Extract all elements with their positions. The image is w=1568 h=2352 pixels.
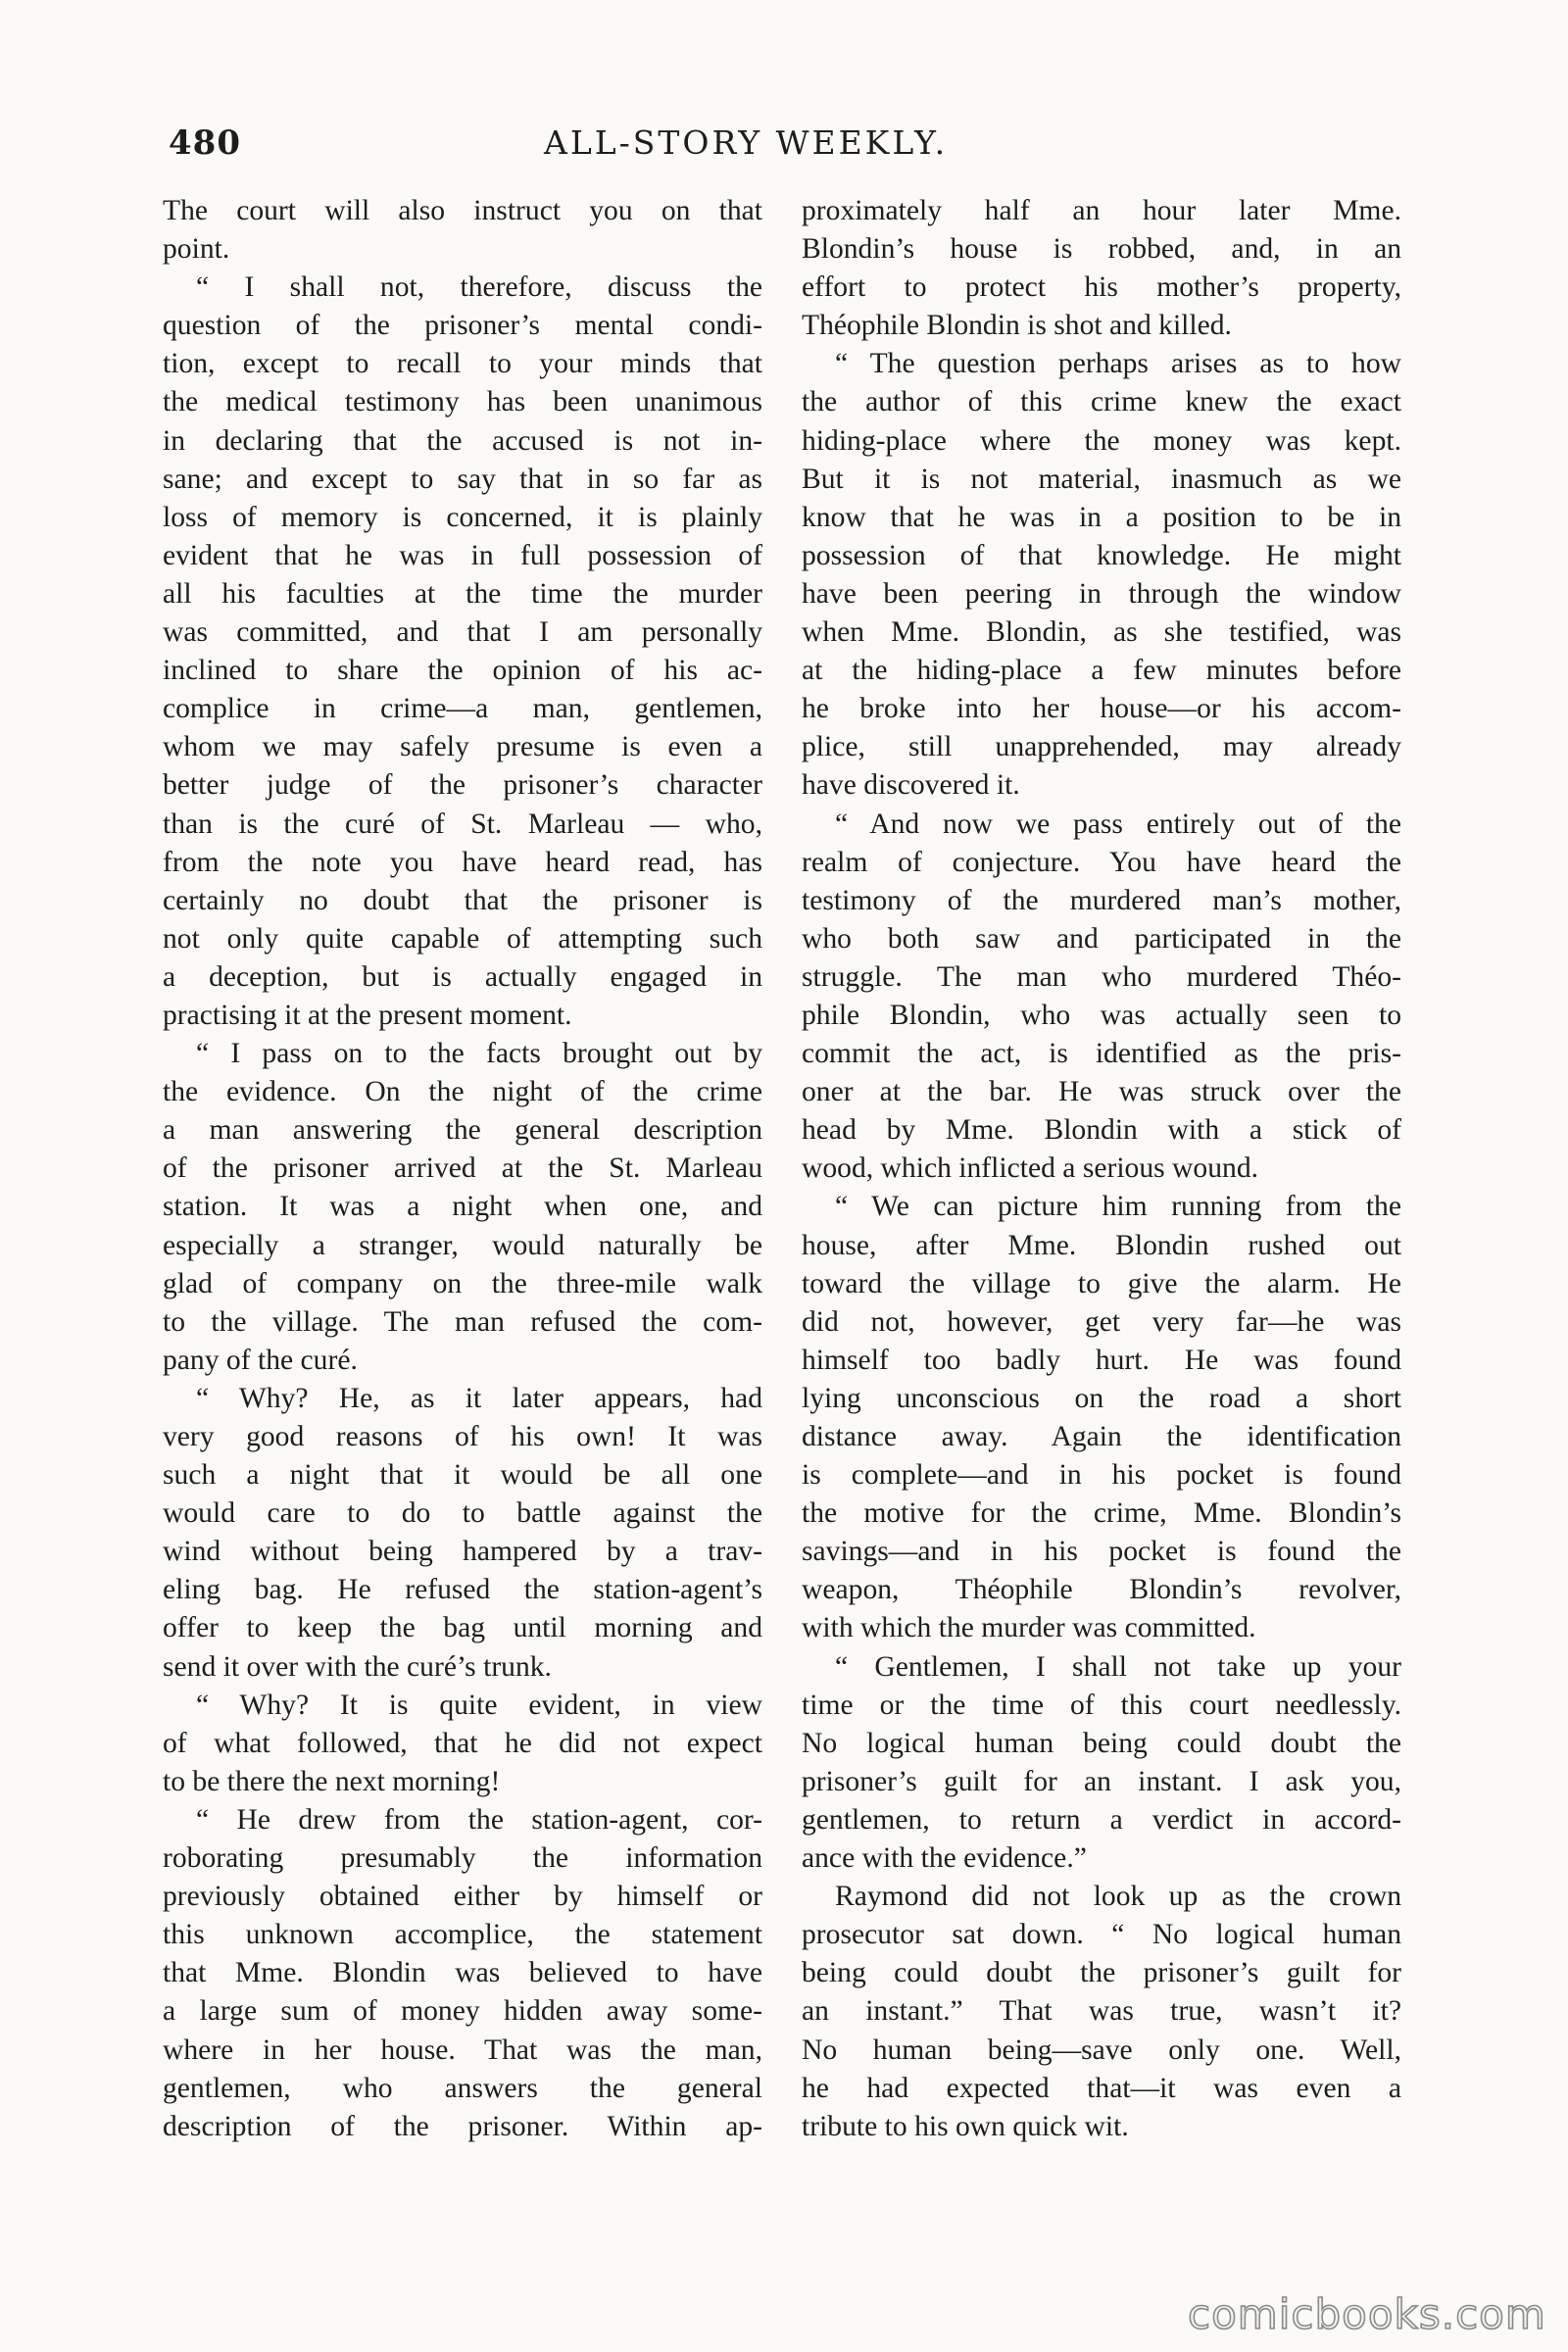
text-line: toward the village to give the alarm. He bbox=[802, 1267, 1401, 1299]
text-line: he broke into her house—or his accom- bbox=[802, 693, 1401, 725]
text-line: oner at the bar. He was struck over the bbox=[802, 1076, 1401, 1108]
text-line: the author of this crime knew the exact bbox=[802, 386, 1401, 418]
text-line: complice in crime—a man, gentlemen, bbox=[163, 693, 762, 725]
text-line: an instant.” That was true, wasn’t it? bbox=[802, 1995, 1401, 2028]
text-line: from the note you have heard read, has bbox=[163, 846, 762, 878]
text-line: that Mme. Blondin was believed to have bbox=[163, 1957, 762, 1989]
text-line: where in her house. That was the man, bbox=[163, 2034, 762, 2066]
text-line: to be there the next morning! bbox=[163, 1765, 501, 1797]
text-line: did not, however, get very far—he was bbox=[802, 1305, 1401, 1338]
text-line: who both saw and participated in the bbox=[802, 922, 1401, 955]
text-line: hiding-place where the money was kept. bbox=[802, 424, 1401, 457]
text-line: wood, which inflicted a serious wound. bbox=[802, 1152, 1259, 1185]
text-line: glad of company on the three-mile walk bbox=[163, 1267, 762, 1299]
text-line: was committed, and that I am personally bbox=[163, 616, 762, 649]
text-line: question of the prisoner’s mental condi- bbox=[163, 310, 762, 342]
text-line: house, after Mme. Blondin rushed out bbox=[802, 1229, 1401, 1261]
text-line: station. It was a night when one, and bbox=[163, 1191, 762, 1223]
text-line: Blondin’s house is robbed, and, in an bbox=[802, 233, 1401, 266]
text-line: certainly no doubt that the prisoner is bbox=[163, 884, 762, 916]
text-line: lying unconscious on the road a short bbox=[802, 1382, 1401, 1414]
text-line: such a night that it would be all one bbox=[163, 1459, 762, 1492]
text-line: roborating presumably the information bbox=[163, 1842, 762, 1875]
text-line: the motive for the crime, Mme. Blondin’s bbox=[802, 1497, 1401, 1530]
text-line: gentlemen, to return a verdict in accord- bbox=[802, 1803, 1401, 1836]
text-line: a man answering the general description bbox=[163, 1114, 762, 1147]
text-line: at the hiding-place a few minutes before bbox=[802, 655, 1401, 687]
running-head: ALL-STORY WEEKLY. bbox=[544, 123, 949, 162]
left-column bbox=[163, 192, 762, 2146]
text-line: point. bbox=[163, 233, 230, 266]
text-line: phile Blondin, who was actually seen to bbox=[802, 999, 1401, 1031]
text-line: he had expected that—it was even a bbox=[802, 2072, 1401, 2104]
text-line: “ And now we pass entirely out of the bbox=[835, 808, 1401, 840]
text-line: tribute to his own quick wit. bbox=[802, 2110, 1129, 2142]
text-line: sane; and except to say that in so far as bbox=[163, 463, 762, 495]
text-line: is complete—and in his pocket is found bbox=[802, 1459, 1401, 1492]
text-line: when Mme. Blondin, as she testified, was bbox=[802, 616, 1401, 649]
text-line: description of the prisoner. Within ap- bbox=[163, 2110, 762, 2142]
text-line: have discovered it. bbox=[802, 769, 1020, 802]
text-line: “ Gentlemen, I shall not take up your bbox=[835, 1650, 1401, 1683]
text-line: prosecutor sat down. “ No logical human bbox=[802, 1919, 1401, 1951]
text-line: Théophile Blondin is shot and killed. bbox=[802, 310, 1232, 342]
watermark: comicbooks.com bbox=[1188, 2290, 1546, 2338]
text-line: than is the curé of St. Marleau — who, bbox=[163, 808, 762, 840]
text-line: of what followed, that he did not expect bbox=[163, 1727, 762, 1759]
text-line: No logical human being could doubt the bbox=[802, 1727, 1401, 1759]
text-line: loss of memory is concerned, it is plainly bbox=[163, 501, 762, 533]
text-line: whom we may safely presume is even a bbox=[163, 731, 762, 763]
text-line: offer to keep the bag until morning and bbox=[163, 1612, 762, 1644]
text-line: very good reasons of his own! It was bbox=[163, 1421, 762, 1452]
text-line: “ I pass on to the facts brought out by bbox=[196, 1038, 762, 1070]
text-line: “ He drew from the station-agent, cor- bbox=[196, 1803, 762, 1836]
text-line: not only quite capable of attempting such bbox=[163, 922, 762, 955]
text-line: possession of that knowledge. He might bbox=[802, 539, 1401, 571]
text-line: know that he was in a position to be in bbox=[802, 501, 1401, 533]
text-line: prisoner’s guilt for an instant. I ask you, bbox=[802, 1765, 1401, 1797]
text-line: of the prisoner arrived at the St. Marleau bbox=[163, 1152, 762, 1185]
text-line: eling bag. He refused the station-agent’s bbox=[163, 1574, 762, 1606]
right-column bbox=[802, 192, 1401, 2146]
text-line: with which the murder was committed. bbox=[802, 1612, 1256, 1644]
text-line: effort to protect his mother’s property, bbox=[802, 271, 1401, 304]
text-line: “ Why? It is quite evident, in view bbox=[196, 1689, 762, 1721]
text-line: “ I shall not, therefore, discuss the bbox=[196, 271, 762, 304]
text-line: But it is not material, inasmuch as we bbox=[802, 463, 1401, 495]
text-line: gentlemen, who answers the general bbox=[163, 2072, 762, 2104]
text-line: testimony of the murdered man’s mother, bbox=[802, 884, 1401, 916]
text-line: commit the act, is identified as the pris- bbox=[802, 1038, 1401, 1070]
text-line: have been peering in through the window bbox=[802, 577, 1401, 610]
text-line: savings—and in his pocket is found the bbox=[802, 1536, 1401, 1568]
text-line: inclined to share the opinion of his ac- bbox=[163, 655, 762, 687]
text-line: head by Mme. Blondin with a stick of bbox=[802, 1114, 1401, 1147]
text-line: himself too badly hurt. He was found bbox=[802, 1344, 1401, 1376]
text-line: time or the time of this court needlessly. bbox=[802, 1689, 1401, 1721]
text-line: plice, still unapprehended, may already bbox=[802, 731, 1401, 763]
text-line: Raymond did not look up as the crown bbox=[835, 1881, 1401, 1913]
text-line: this unknown accomplice, the statement bbox=[163, 1919, 762, 1951]
text-line: struggle. The man who murdered Théo- bbox=[802, 960, 1401, 993]
page-number: 480 bbox=[169, 123, 241, 163]
text-line: pany of the curé. bbox=[163, 1344, 358, 1376]
text-line: tion, except to recall to your minds that bbox=[163, 348, 762, 380]
text-line: practising it at the present moment. bbox=[163, 999, 572, 1031]
text-line: being could doubt the prisoner’s guilt for bbox=[802, 1957, 1401, 1989]
text-line: The court will also instruct you on that bbox=[163, 195, 762, 226]
page-header bbox=[0, 123, 1568, 172]
text-line: to the village. The man refused the com- bbox=[163, 1305, 762, 1338]
text-line: ance with the evidence.” bbox=[802, 1842, 1087, 1875]
text-line: in declaring that the accused is not in- bbox=[163, 424, 762, 457]
text-line: especially a stranger, would naturally be bbox=[163, 1229, 762, 1261]
text-line: the evidence. On the night of the crime bbox=[163, 1076, 762, 1108]
text-line: “ We can picture him running from the bbox=[835, 1191, 1401, 1223]
text-line: send it over with the curé’s trunk. bbox=[163, 1650, 552, 1683]
text-line: a large sum of money hidden away some- bbox=[163, 1995, 762, 2028]
text-line: wind without being hampered by a trav- bbox=[163, 1536, 762, 1568]
text-line: better judge of the prisoner’s character bbox=[163, 769, 762, 802]
text-line: No human being—save only one. Well, bbox=[802, 2034, 1401, 2066]
text-line: proximately half an hour later Mme. bbox=[802, 195, 1401, 226]
text-line: “ The question perhaps arises as to how bbox=[835, 348, 1401, 380]
text-line: would care to do to battle against the bbox=[163, 1497, 762, 1530]
text-line: all his faculties at the time the murder bbox=[163, 577, 762, 610]
text-line: “ Why? He, as it later appears, had bbox=[196, 1382, 762, 1414]
text-line: evident that he was in full possession of bbox=[163, 539, 762, 571]
text-line: distance away. Again the identification bbox=[802, 1421, 1401, 1452]
text-line: the medical testimony has been unanimous bbox=[163, 386, 762, 418]
text-line: previously obtained either by himself or bbox=[163, 1881, 762, 1913]
text-line: a deception, but is actually engaged in bbox=[163, 960, 762, 993]
text-line: realm of conjecture. You have heard the bbox=[802, 846, 1401, 878]
text-line: weapon, Théophile Blondin’s revolver, bbox=[802, 1574, 1401, 1606]
